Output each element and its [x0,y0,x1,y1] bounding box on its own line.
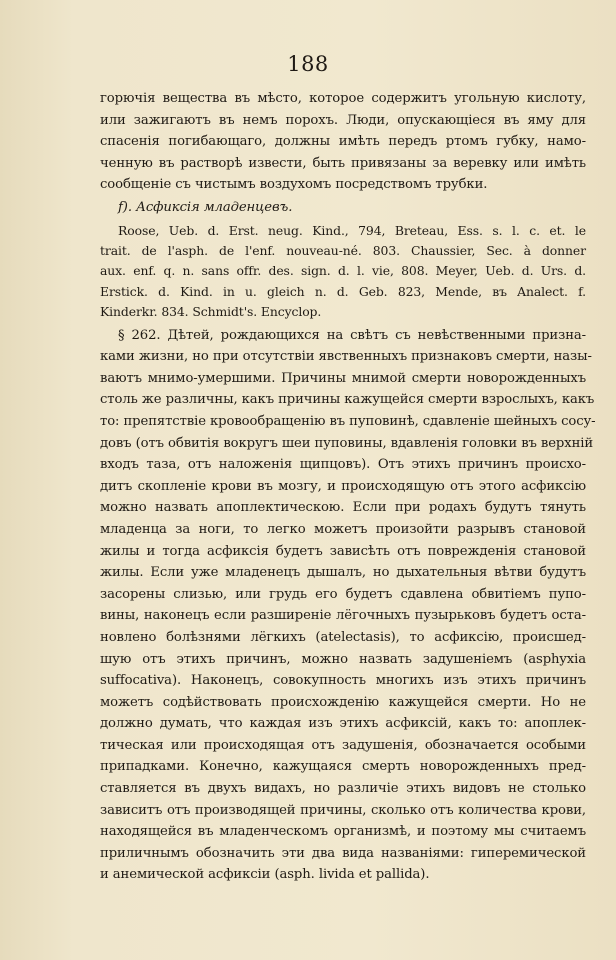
text-line: сообщеніе съ чистымъ воздухомъ посредствомъ трубки. [100,177,488,193]
reference-line: Erstick. d. Kind. in u. gleich n. d. Geb. 823, Mende, въ Analect. f. [100,283,586,299]
page-text [100,88,596,886]
reference-line: trait. de l'asph. de l'enf. nouveau-né. 803. Chaussier, Sec. à donner [100,242,586,258]
text-line: можетъ содѣйствовать происхожденію кажущейся смерти. Но не [100,694,586,710]
page-number: 188 [287,52,329,76]
text-line: дитъ скопленіе крови въ мозгу, и происходящую отъ этого асфиксію [100,478,586,494]
references-block [100,219,586,323]
text-line: столь же различны, какъ причины кажущейся смерти взрослыхъ, какъ [100,392,595,408]
text-line: вины, наконецъ если разширеніе лёгочныхъ пузырьковъ будетъ оста- [100,608,586,624]
text-line: § 262. Дѣтей, рождающихся на свѣтъ съ невѣственными призна- [118,327,586,343]
reference-line: aux. enf. q. n. sans offr. des. sign. d. l. vie, 808. Meyer, Ueb. d. Urs. d. [100,263,586,279]
text-line: suffocativa). Наконецъ, совокупность многихъ изъ этихъ причинъ [100,673,586,689]
text-line: то: препятствіе кровообращенію въ пуповинѣ, сдавленіе шейныхъ сосу- [100,413,596,429]
text-line: находящейся въ младенческомъ организмѣ, и поэтому мы считаемъ [100,824,586,840]
reference-line: Kinderkr. 834. Schmidt's. Encyclop. [100,304,322,320]
text-line: шую отъ этихъ причинъ, можно назвать задушеніемъ (asphyxia [100,651,586,667]
text-line: зависитъ отъ производящей причины, сколько отъ количества крови, [100,802,586,818]
text-line: или зажигаютъ въ немъ порохъ. Люди, опускающіеся въ яму для [100,112,586,128]
text-line: и анемической асфиксіи (asph. livida et pallida). [100,867,430,883]
text-line: жилы. Если уже младенецъ дышалъ, но дыхательныя вѣтви будутъ [100,565,586,581]
text-line: жилы и тогда асфиксія будетъ зависѣть отъ поврежденія становой [100,543,586,559]
text-line: горючія вещества въ мѣсто, которое содержитъ угольную кислоту, [100,91,586,106]
text-line: можно назвать апоплектическою. Если при родахъ будутъ тянуть [100,500,586,516]
reference-line: Roose, Ueb. d. Erst. neug. Kind., 794, Breteau, Ess. s. l. c. et. le [118,222,586,238]
text-line: тическая или происходящая отъ задушенія, обозначается особыми [100,737,586,753]
text-line: новлено болѣзнями лёгкихъ (atelectasis), то асфиксію, происшед- [100,629,586,645]
text-line: младенца за ноги, то легко можетъ произойти разрывъ становой [100,521,586,537]
section-262-paragraph [100,325,596,886]
text-line: должно думать, что каждая изъ этихъ асфиксій, какъ то: апоплек- [100,716,586,732]
text-line: ваютъ мнимо-умершими. Причины мнимой смерти новорожденныхъ [100,370,586,386]
section-heading: f). Асфиксія младенцевъ. [118,199,293,215]
text-line: засорены слизью, или грудь его будетъ сдавлена обвитіемъ пупо- [100,586,586,602]
text-line: приличнымъ обозначить эти два вида названіями: гиперемической [100,845,586,861]
paragraph-continuation [100,88,586,196]
text-line: ками жизни, но при отсутствіи явственныхъ признаковъ смерти, назы- [100,349,592,365]
text-line: ставляется въ двухъ видахъ, но различіе этихъ видовъ не столько [100,781,586,797]
text-line: довъ (отъ обвитія вокругъ шеи пуповины, вдавленія головки въ верхній [100,435,594,451]
text-line: спасенія погибающаго, должны имѣть передъ ртомъ губку, намо- [100,134,586,150]
text-line: входъ таза, отъ наложенія щипцовъ). Отъ этихъ причинъ происхо- [100,457,586,473]
text-line: ченную въ растворѣ извести, быть привязаны за веревку или имѣть [100,155,586,171]
text-line: припадками. Конечно, кажущаяся смерть новорожденныхъ пред- [100,759,586,775]
